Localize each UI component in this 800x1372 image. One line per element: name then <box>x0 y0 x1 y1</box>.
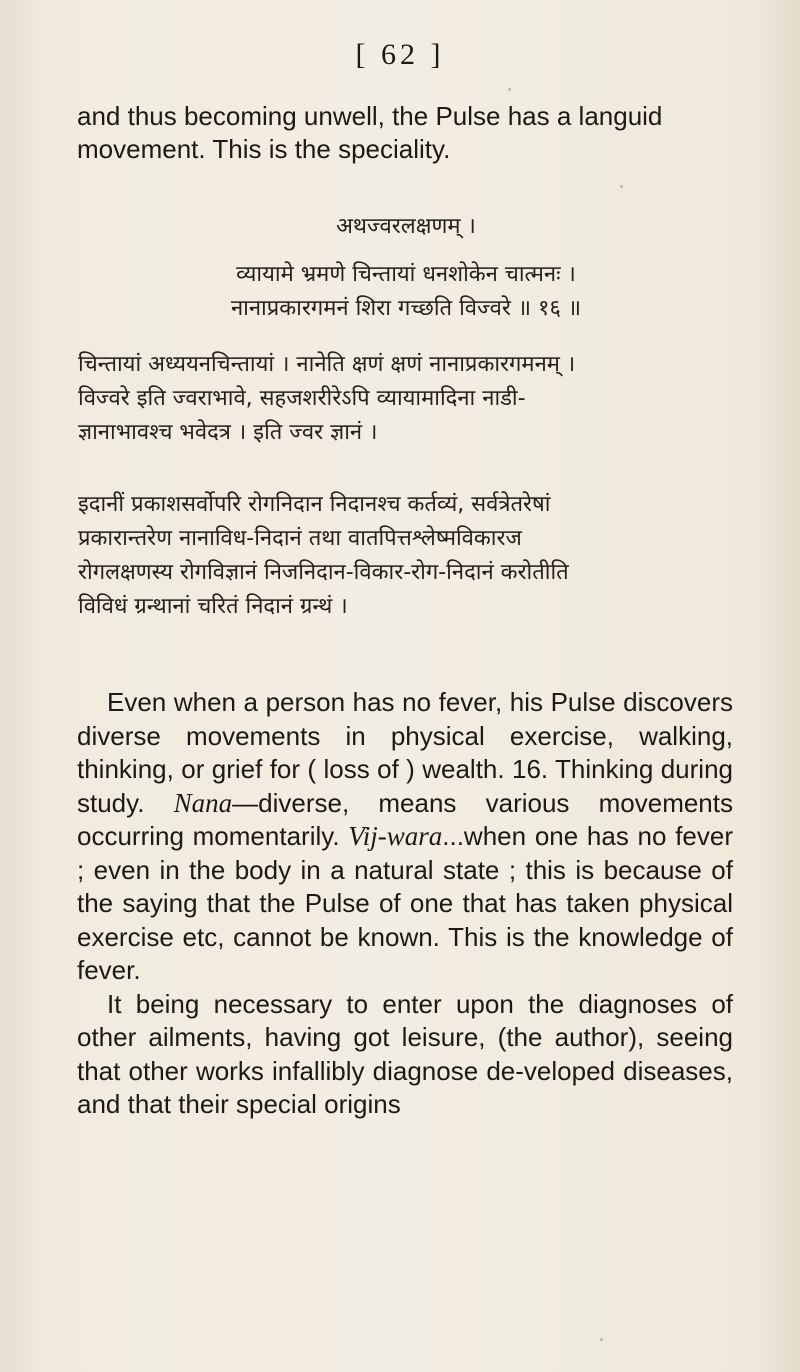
paper-speck <box>600 1338 603 1341</box>
sanskrit-commentary-line: विज्वरे इति ज्वराभावे, सहजशरीरेऽपि व्यायामादिना नाडी- <box>78 386 526 411</box>
sanskrit-commentary-line: विविधं ग्रन्थानां चरितं निदानं ग्रन्थं । <box>78 594 348 619</box>
english-translation <box>77 686 733 1122</box>
english-text: Even when a person has no fever, his Pulse discovers diverse movements in physical exercise, walking, thinking, or grief for ( loss of ) wealth. 16. Thinking during study. <box>77 687 733 818</box>
term-vijwara: Vij-wara <box>348 821 443 851</box>
sanskrit-commentary-line: प्रकारान्तरेण नानाविध-निदानं तथा वातपित्तश्लेष्मविकारज <box>78 526 522 551</box>
sanskrit-heading-text: अथज्वरलक्षणम् । <box>336 214 476 239</box>
english-text: ...when one has no fever ; even in the body in a natural state ; this is because of the saying that the Pulse of one that has taken physical exercise etc, cannot be known. This is the knowledge of fever. <box>77 821 733 985</box>
sanskrit-verse <box>78 258 734 326</box>
english-paragraph-2: It being necessary to enter upon the diagnoses of other ailments, having got leisure, (the author), seeing that other works infallibly diagnose de-veloped diseases, and that their special origins <box>77 988 733 1119</box>
sanskrit-commentary-line: ज्ञानाभावश्च भवेदत्र । इति ज्वर ज्ञानं । <box>78 420 378 445</box>
sanskrit-heading <box>78 210 734 244</box>
english-paragraph-1 <box>77 686 733 988</box>
term-nana: Nana <box>173 787 233 818</box>
sanskrit-commentary <box>78 348 734 450</box>
sanskrit-commentary-line: रोगलक्षणस्य रोगविज्ञानं निजनिदान-विकार-रोग-निदानं करोतीति <box>78 560 569 585</box>
paper-speck <box>620 185 623 188</box>
page-number: [ 62 ] <box>355 38 445 71</box>
paper-speck <box>508 88 511 91</box>
sanskrit-commentary-2 <box>78 488 734 624</box>
english-text: —diverse, means various movements occurring momentarily. <box>77 787 733 851</box>
english-paragraph-top <box>77 100 733 166</box>
english-line: and thus becoming unwell, the Pulse has a languid movement. This is the speciality. <box>77 101 663 164</box>
sanskrit-verse-line: व्यायामे भ्रमणे चिन्तायां धनशोकेन चात्मनः । <box>236 262 576 287</box>
sanskrit-verse-line: नानाप्रकारगमनं शिरा गच्छति विज्वरे ॥ १६ ॥ <box>230 296 582 321</box>
sanskrit-commentary-line: इदानीं प्रकाशसर्वोपरि रोगनिदान निदानश्च कर्तव्यं, सर्वत्रेतरेषां <box>78 492 551 517</box>
sanskrit-commentary-line: चिन्तायां अध्ययनचिन्तायां । नानेति क्षणं क्षणं नानाप्रकारगमनम् । <box>78 352 576 377</box>
